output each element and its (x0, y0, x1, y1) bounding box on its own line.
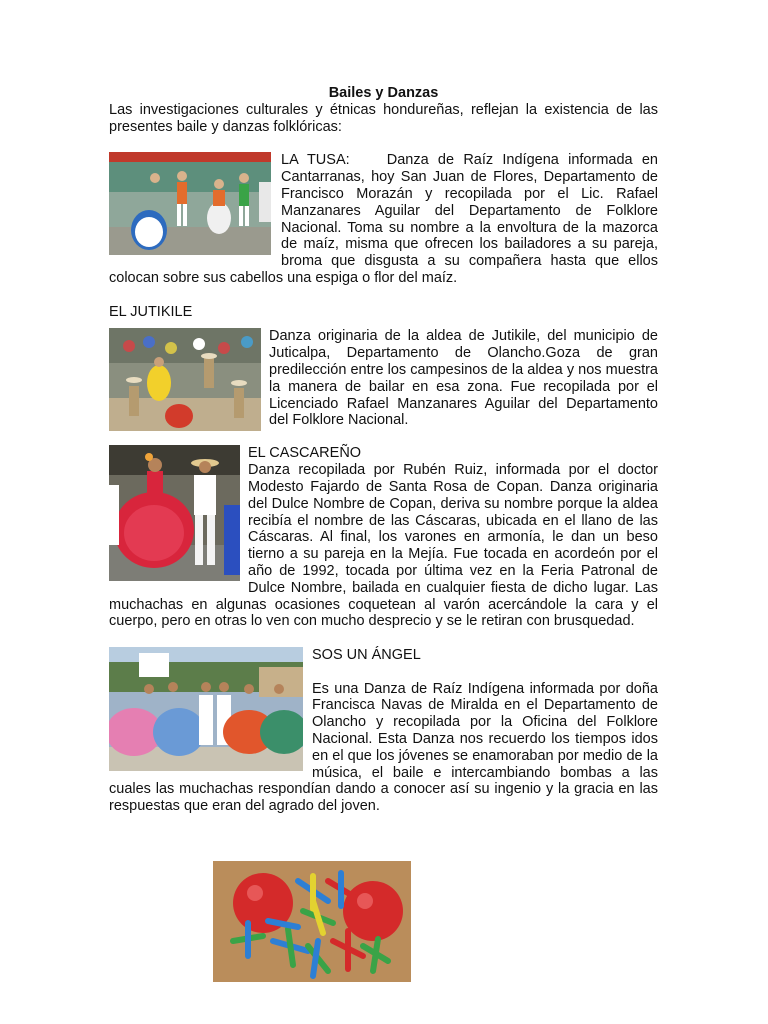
sos-un-angel-heading: SOS UN ÁNGEL (312, 646, 421, 663)
la-tusa-photo (109, 152, 271, 255)
section-la-tusa (109, 152, 658, 286)
jacks-and-balls-image (213, 861, 411, 982)
section-sos-un-angel (109, 647, 658, 815)
el-jutikile-photo (109, 328, 261, 431)
red-dress-dancer-image (109, 445, 240, 581)
dancers-stage-image (109, 152, 271, 255)
el-jutikile-body: Danza originaria de la aldea de Jutikile, del municipio de Juticalpa, Departamento de Olancho.Goza de gran predilección entre los campesinos de la aldea y nos muestra la manera de bailar en esa zona. Fue recopilada por el Licenciado Rafael Manzanares Aguilar del Departamento del Folklore Nacional. (269, 328, 658, 429)
sos-un-angel-photo (109, 647, 303, 771)
el-jutikile-heading: EL JUTIKILE (109, 303, 193, 320)
group-dancers-image (109, 647, 303, 771)
la-tusa-heading: LA TUSA: (281, 152, 350, 169)
la-tusa-body: Danza de Raíz Indígena informada en Cantarranas, hoy San Juan de Flores, Departamento de Francisco Morazán y recopilada por el Lic. Rafael Manzanares Aguilar del Departamento de Folklore Nacional. Toma su nombre a la envoltura de la mazorca de maíz, misma que ofrecen los bailadores a su pareja, broma que disgusta a su compañera hasta que ellos colocan sobre sus cabellos una espiga o flor del maíz. (109, 152, 658, 286)
section-el-jutikile (109, 304, 658, 432)
document-content (109, 85, 658, 815)
el-cascareno-photo (109, 445, 240, 581)
plaza-dance-image (109, 328, 261, 431)
jacks-toy-photo (213, 861, 411, 982)
intro-paragraph: Las investigaciones culturales y étnicas hondureñas, reflejan la existencia de las presentes baile y danzas folklóricas: (109, 102, 658, 135)
el-cascareno-heading: EL CASCAREÑO (248, 445, 362, 462)
el-cascareno-body: Danza recopilada por Rubén Ruiz, informada por el doctor Modesto Fajardo de Santa Rosa de Copan. Danza originaria del Dulce Nombre de Copan, deriva su nombre porque la aldea recibía el nombre de las Cáscaras, ubicada en el llano de las Cáscaras. Al final, los varones en armonía, le dan un beso tierno a su pareja en la Mejía. Fue tocada en acordeón por el año de 1992, tocada por última vez en la Feria Patronal de Dulce Nombre, bailada en cualquier fiesta de dicho lugar. Las muchachas en algunas ocasiones coquetean al varón acercándole la cara y el cuerpo, pero en otras lo ven con mucho desprecio y se le retiran con brusquedad. (109, 462, 658, 630)
section-el-cascareno (109, 445, 658, 630)
document-title: Bailes y Danzas (328, 85, 439, 101)
sos-un-angel-body: Es una Danza de Raíz Indígena informada por doña Francisca Navas de Miralda en el Departamento de Olancho y recopilada por la Oficina del Folklore Nacional. Esta Danza nos recuerdo los tiempos idos en el que los jóvenes se enamoraban por medio de la música, el baile e intercambiando bombas a las cuales las muchachas respondían dando a conocer así su ingenio y la gracia en las respuestas que eran del agrado del joven. (109, 680, 658, 815)
